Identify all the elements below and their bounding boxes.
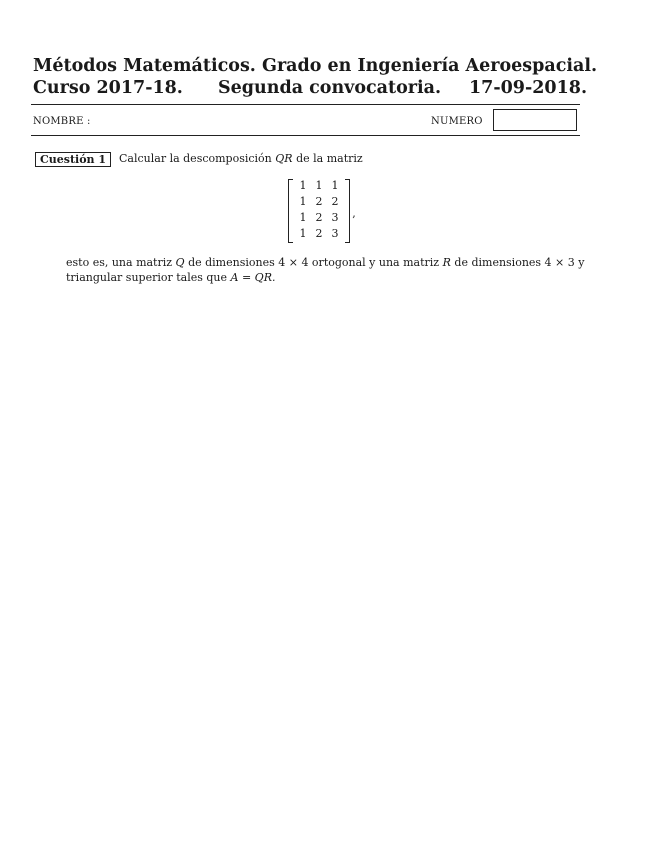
nombre-label: NOMBRE : (33, 116, 91, 127)
fields-rule (31, 135, 580, 136)
header-date: 17-09-2018. (469, 78, 588, 98)
header-call: Segunda convocatoria. (218, 78, 442, 98)
line2-eq: A = QR. (230, 271, 276, 284)
line2-a: triangular superior tales que (66, 271, 228, 284)
matrix-cell: 1 (299, 179, 307, 192)
matrix-cell: 2 (315, 195, 323, 208)
numero-field[interactable] (493, 109, 577, 131)
header-line1-left: Métodos Matemáticos. (33, 56, 256, 76)
matrix-cell: 1 (299, 227, 307, 240)
matrix-cell: 2 (315, 227, 323, 240)
header-course: Curso 2017-18. (33, 78, 183, 98)
matrix-cell: 1 (299, 211, 307, 224)
question-line2 (66, 271, 275, 285)
header-line1-right: Grado en Ingeniería Aeroespacial. (262, 56, 598, 76)
matrix-right-bracket (345, 179, 350, 243)
matrix-cell: 3 (331, 211, 339, 224)
question-intro-end: de la matriz (296, 152, 363, 165)
line1-var-r: R (442, 256, 451, 269)
matrix-cell: 1 (299, 195, 307, 208)
matrix-cell: 1 (331, 179, 339, 192)
matrix-left-bracket (288, 179, 293, 243)
matrix-trailing-comma: , (352, 207, 356, 220)
question-intro (119, 152, 363, 166)
top-rule (31, 104, 580, 105)
question-intro-text: Calcular la descomposición (119, 152, 272, 165)
line1-c: de dimensiones 4 × 3 y (454, 256, 585, 269)
line1-b: de dimensiones 4 × 4 ortogonal y una matriz (188, 256, 440, 269)
matrix-cell: 2 (315, 211, 323, 224)
question-label: Cuestión 1 (35, 152, 111, 167)
matrix-cell: 1 (315, 179, 323, 192)
line1-a: esto es, una matriz (66, 256, 173, 269)
line1-var-q: Q (175, 256, 185, 269)
matrix-cell: 2 (331, 195, 339, 208)
question-line1 (66, 256, 584, 270)
matrix-cell: 3 (331, 227, 339, 240)
numero-label: NUMERO (431, 116, 483, 127)
question-intro-var: QR (275, 152, 293, 165)
matrix (288, 179, 368, 243)
